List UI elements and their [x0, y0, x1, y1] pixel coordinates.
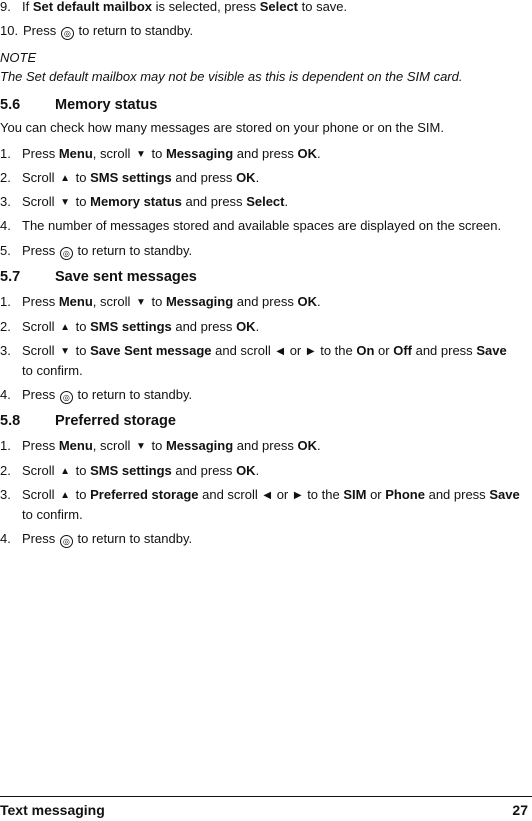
end-key-icon: ◎ — [60, 535, 73, 548]
menu-term: Menu — [58, 294, 93, 309]
section-intro: You can check how many messages are stored on your phone or on the SIM. — [0, 120, 444, 135]
note-heading: NOTE — [0, 50, 37, 65]
menu-term: SMS settings — [90, 170, 172, 185]
text: to the — [316, 343, 357, 358]
step-4 — [0, 529, 520, 548]
text: and press — [233, 146, 298, 161]
step-2 — [0, 317, 520, 337]
text: to return to standby. — [74, 23, 194, 38]
menu-term: SMS settings — [90, 463, 172, 478]
text: , scroll — [92, 294, 134, 309]
menu-term: OK — [236, 170, 256, 185]
section-heading-5-7 — [0, 269, 197, 285]
step-10 — [0, 21, 520, 40]
text: Press — [22, 146, 59, 161]
step-number: 3. — [0, 194, 11, 209]
text: Press — [22, 531, 59, 546]
up-arrow-icon: ▲ — [60, 490, 71, 501]
text: Scroll — [22, 343, 59, 358]
page-number: 27 — [512, 802, 528, 818]
note-text: The Set default mailbox may not be visible as this is dependent on the SIM card. — [0, 69, 463, 84]
text: to the — [303, 487, 344, 502]
text: . — [316, 294, 321, 309]
text: Scroll — [22, 170, 59, 185]
text: to — [72, 487, 91, 502]
text: , scroll — [92, 438, 134, 453]
section-number: 5.8 — [0, 413, 21, 429]
text: Press — [22, 438, 59, 453]
step-number: 9. — [0, 0, 11, 14]
text: or — [374, 343, 394, 358]
menu-term: OK — [236, 463, 256, 478]
menu-term: Memory status — [90, 194, 182, 209]
step-number: 2. — [0, 170, 11, 185]
text: to — [147, 294, 166, 309]
text: to return to standby. — [73, 387, 193, 402]
text: to — [72, 194, 91, 209]
text: to return to standby. — [73, 243, 193, 258]
text: and press — [171, 463, 237, 478]
section-title: Save sent messages — [55, 269, 197, 285]
text: or — [286, 343, 305, 358]
end-key-icon: ◎ — [60, 391, 73, 404]
up-arrow-icon: ▲ — [60, 322, 71, 333]
section-heading-5-8 — [0, 413, 176, 429]
text: to confirm. — [22, 507, 83, 522]
menu-term: OK — [236, 319, 256, 334]
text: Scroll — [22, 463, 59, 478]
up-arrow-icon: ▲ — [60, 466, 71, 477]
section-heading-5-6 — [0, 97, 157, 113]
down-arrow-icon: ▼ — [135, 441, 146, 452]
menu-term: Messaging — [165, 146, 234, 161]
text: and press — [233, 438, 298, 453]
step-3 — [0, 192, 520, 212]
section-number: 5.6 — [0, 97, 21, 113]
step-4 — [0, 385, 520, 404]
menu-term: Save — [476, 343, 507, 358]
text: and scroll — [211, 343, 275, 358]
text: . — [316, 146, 321, 161]
text: and press — [411, 343, 477, 358]
text: to — [147, 438, 166, 453]
down-arrow-icon: ▼ — [135, 297, 146, 308]
right-arrow-icon: ▶ — [306, 346, 315, 357]
text: to — [147, 146, 166, 161]
down-arrow-icon: ▼ — [60, 197, 71, 208]
text: and press — [233, 294, 298, 309]
step-1 — [0, 436, 520, 456]
menu-term: Messaging — [165, 294, 234, 309]
text: and press — [171, 170, 237, 185]
text: to confirm. — [22, 363, 83, 378]
text: to — [72, 319, 91, 334]
down-arrow-icon: ▼ — [60, 346, 71, 357]
menu-term: On — [356, 343, 375, 358]
step-9 — [0, 0, 520, 16]
left-arrow-icon: ◀ — [276, 346, 285, 357]
menu-term: Select — [259, 0, 299, 14]
step-5 — [0, 241, 520, 260]
up-arrow-icon: ▲ — [60, 173, 71, 184]
footer-divider — [0, 796, 532, 797]
text: . — [284, 194, 289, 209]
text: or — [273, 487, 292, 502]
menu-term: Messaging — [165, 438, 234, 453]
text: Scroll — [22, 487, 59, 502]
menu-term: SIM — [343, 487, 367, 502]
end-key-icon: ◎ — [61, 27, 74, 40]
text: to save. — [298, 0, 348, 14]
step-4 — [0, 216, 520, 235]
text: and press — [171, 319, 237, 334]
menu-term: Phone — [385, 487, 425, 502]
text: Scroll — [22, 319, 59, 334]
step-number: 1. — [0, 294, 11, 309]
footer-chapter-title: Text messaging — [0, 802, 105, 818]
text: or — [366, 487, 386, 502]
text: to — [72, 463, 91, 478]
step-number: 2. — [0, 463, 11, 478]
text: . — [255, 463, 260, 478]
step-number: 4. — [0, 531, 11, 546]
menu-term: Set default mailbox — [32, 0, 153, 14]
step-1 — [0, 292, 520, 312]
text: to return to standby. — [73, 531, 193, 546]
text: . — [255, 170, 260, 185]
step-number: 3. — [0, 487, 11, 502]
step-number: 3. — [0, 343, 11, 358]
text: and scroll — [198, 487, 262, 502]
section-title: Memory status — [55, 97, 158, 113]
text: . — [255, 319, 260, 334]
end-key-icon: ◎ — [60, 247, 73, 260]
step-number: 1. — [0, 146, 11, 161]
step-number: 2. — [0, 319, 11, 334]
step-number: 5. — [0, 243, 11, 258]
text: and press — [424, 487, 490, 502]
text: . — [316, 438, 321, 453]
text: and press — [181, 194, 247, 209]
text: , scroll — [92, 146, 134, 161]
menu-term: OK — [297, 146, 317, 161]
menu-term: Menu — [58, 438, 93, 453]
text: is selected, press — [152, 0, 260, 14]
text: The number of messages stored and available spaces are displayed on the screen. — [22, 218, 502, 233]
text: to — [72, 170, 91, 185]
text: Press — [22, 387, 59, 402]
menu-term: Menu — [58, 146, 93, 161]
menu-term: Select — [246, 194, 285, 209]
menu-term: OK — [297, 438, 317, 453]
down-arrow-icon: ▼ — [135, 149, 146, 160]
menu-term: Save Sent message — [90, 343, 212, 358]
step-number: 10. — [0, 23, 19, 38]
step-1 — [0, 144, 520, 164]
menu-term: Off — [393, 343, 412, 358]
right-arrow-icon: ▶ — [293, 490, 302, 501]
text: If — [22, 0, 33, 14]
menu-term: Preferred storage — [90, 487, 199, 502]
menu-term: OK — [297, 294, 317, 309]
step-2 — [0, 168, 520, 188]
text: Press — [22, 294, 59, 309]
text: Scroll — [22, 194, 59, 209]
menu-term: Save — [489, 487, 520, 502]
section-number: 5.7 — [0, 269, 21, 285]
step-2 — [0, 461, 520, 481]
menu-term: SMS settings — [90, 319, 172, 334]
step-number: 4. — [0, 218, 11, 233]
step-3 — [0, 341, 520, 380]
step-number: 1. — [0, 438, 11, 453]
step-3 — [0, 485, 520, 524]
text: Press — [23, 23, 60, 38]
step-number: 4. — [0, 387, 11, 402]
text: Press — [22, 243, 59, 258]
text: to — [72, 343, 91, 358]
section-title: Preferred storage — [55, 413, 176, 429]
left-arrow-icon: ◀ — [263, 490, 272, 501]
